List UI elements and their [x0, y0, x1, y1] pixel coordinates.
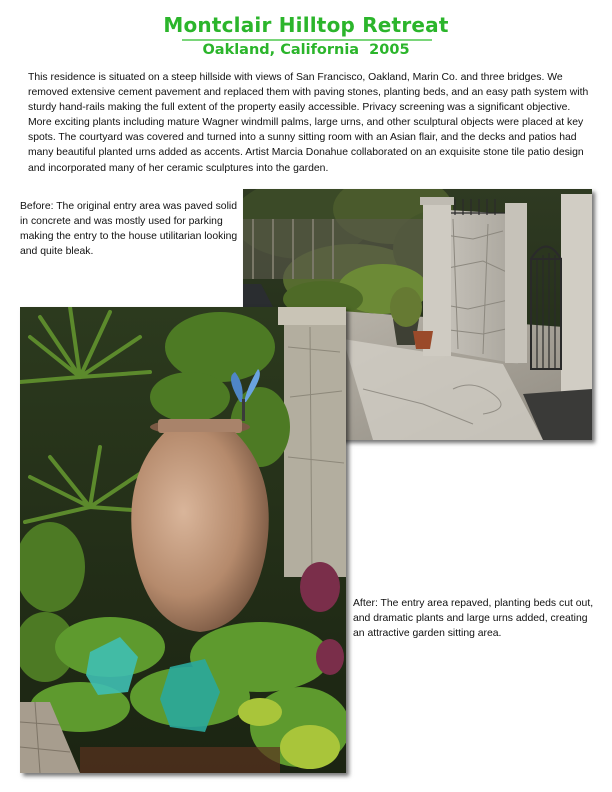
after-photo: [20, 307, 346, 773]
page-subtitle: Oakland, California 2005: [202, 42, 410, 58]
page-title: Montclair Hilltop Retreat: [163, 13, 449, 37]
title-underline: [182, 39, 432, 41]
before-caption: Before: The original entry area was paved solid in concrete and was mostly used for parking making the entry to the house utilitarian looking and quite bleak.: [20, 201, 238, 257]
intro-paragraph: This residence is situated on a steep hillside with views of San Francisco, Oakland, Marin Co. and three bridges. We removed extensive cement pavement and replaced them with paving stones, planting beds, and an easy path system with sturdy hand-rails making the full extent of the property easily accessible. Privacy screening was a significant objective. More exciting plants including mature Wagner windmill palms, large urns, and other sculptural objects were placed at key spots. The courtyard was covered and turned into a sunny sitting room with an Asian flair, and the decks and patios had many beautiful planted urns added as accents. Artist Marcia Donahue collaborated on an exquisite stone tile patio design and incorporated many of her ceramic sculptures into the garden.: [28, 72, 589, 174]
after-caption: After: The entry area repaved, planting beds cut out, and dramatic plants and large urns added, creating an attractive garden sitting area.: [353, 598, 594, 639]
